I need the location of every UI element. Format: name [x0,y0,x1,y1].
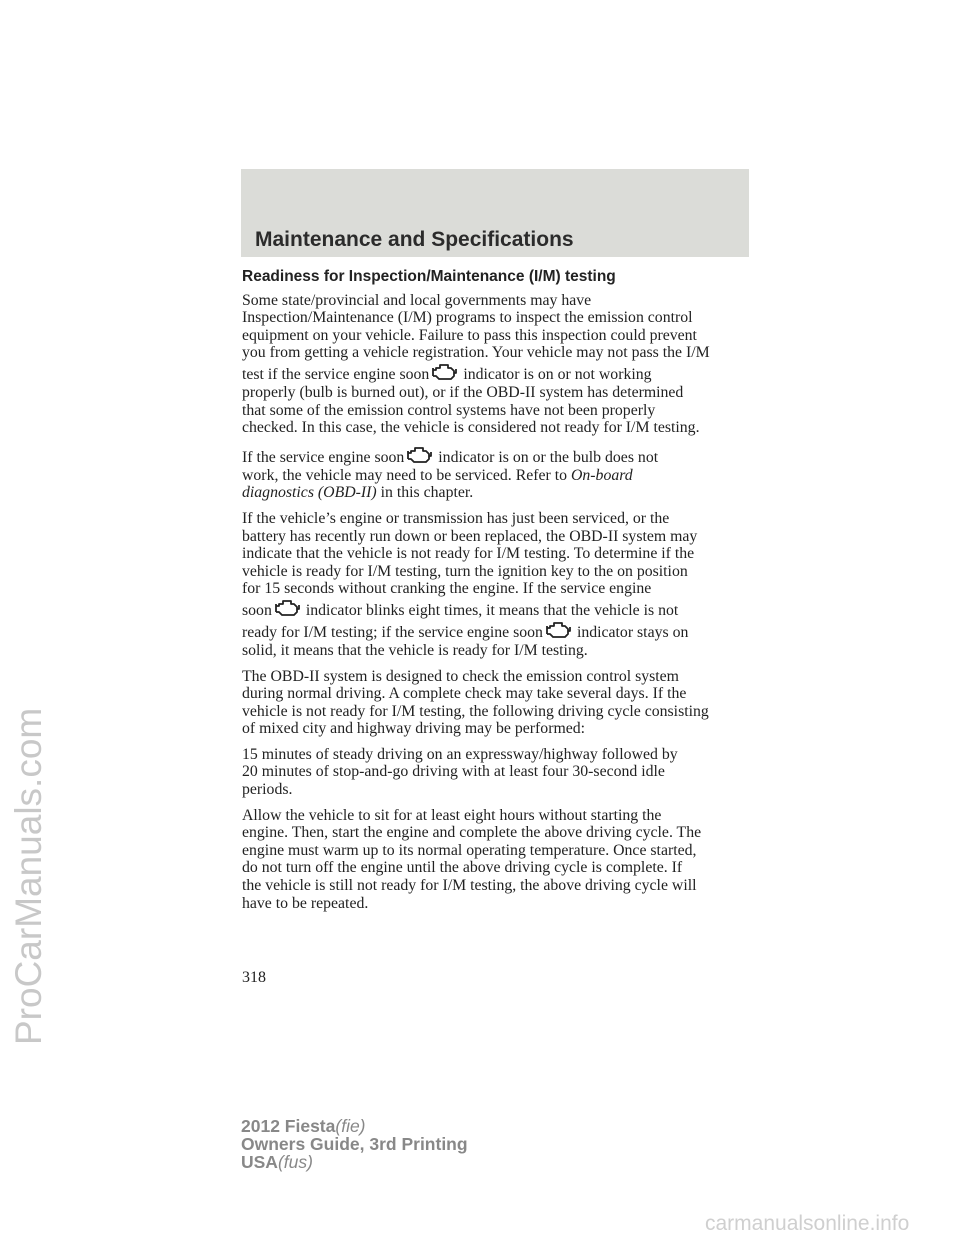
section-title: Maintenance and Specifications [255,228,574,251]
text-line: during normal driving. A complete check may take several days. If the [242,685,687,703]
text-line: vehicle is not ready for I/M testing, the following driving cycle consisting [242,702,709,720]
text-fragment: soon [242,601,272,619]
text-line [242,484,762,502]
paragraph-2 [242,445,762,502]
page-content [242,268,762,920]
text-line: do not turn off the engine until the above driving cycle is complete. If [242,859,683,877]
text-line: for 15 seconds without cranking the engine. If the service engine [242,580,652,598]
cross-reference-link[interactable]: On-board [570,466,633,484]
text-fragment: indicator is on or not working [463,365,652,383]
footer-market-code: (fus) [277,1152,313,1172]
footer-line [241,1153,468,1171]
text-line [242,445,762,467]
footer-guide: Owners Guide, 3rd Printing [241,1134,468,1154]
subsection-heading: Readiness for Inspection/Maintenance (I/M) testing [242,268,616,285]
footer-line [241,1117,468,1135]
text-line: engine. Then, start the engine and complete the above driving cycle. The [242,824,702,842]
cross-reference-link[interactable]: diagnostics (OBD-II) [242,484,377,502]
page-number: 318 [242,969,266,986]
check-engine-icon [406,445,432,465]
text-line [242,467,762,485]
text-line: properly (bulb is burned out), or if the OBD-II system has determined [242,383,684,401]
watermark-side: ProCarManuals.com [8,707,49,1045]
text-line: checked. In this case, the vehicle is considered not ready for I/M testing. [242,419,700,437]
text-line: Some state/provincial and local governments may have [242,291,592,309]
text-line: The OBD-II system is designed to check the emission control system [242,667,679,685]
text-line: that some of the emission control systems have not been properly [242,401,656,419]
text-line [242,362,762,384]
text-fragment: test if the service engine soon [242,365,430,383]
text-line: battery has recently run down or been replaced, the OBD-II system may [242,527,698,545]
paragraph-6 [242,807,762,913]
paragraph-4 [242,668,762,738]
text-line: 15 minutes of steady driving on an expressway/highway followed by [242,745,678,763]
text-line: of mixed city and highway driving may be performed: [242,720,586,738]
text-line: the vehicle is still not ready for I/M testing, the above driving cycle will [242,877,697,895]
footer-line [241,1135,468,1153]
text-fragment: ready for I/M testing; if the service engine soon [242,623,543,641]
text-fragment: indicator blinks eight times, it means that the vehicle is not [305,601,679,619]
text-fragment: If the service engine soon [242,448,405,466]
text-line: have to be repeated. [242,894,369,912]
text-line: solid, it means that the vehicle is ready for I/M testing. [242,641,588,659]
check-engine-icon [274,598,300,618]
text-line: you from getting a vehicle registration. Your vehicle may not pass the I/M [242,344,710,362]
text-fragment: indicator stays on [576,623,689,641]
text-line: indicate that the vehicle is not ready for I/M testing. To determine if the [242,545,695,563]
paragraph-3 [242,510,762,660]
text-line: Inspection/Maintenance (I/M) programs to inspect the emission control [242,309,693,327]
text-fragment: work, the vehicle may need to be serviced. Refer to [242,466,568,484]
document-footer [241,1117,468,1171]
text-fragment: indicator is on or the bulb does not [438,448,659,466]
footer-model: 2012 Fiesta [241,1116,336,1136]
paragraph-1 [242,292,762,437]
text-fragment: in this chapter. [380,484,474,502]
text-line: Allow the vehicle to sit for at least eight hours without starting the [242,806,662,824]
check-engine-icon [545,620,571,640]
watermark-bottom: carmanualsonline.info [705,1212,910,1235]
check-engine-icon [431,362,457,382]
text-line: periods. [242,781,293,799]
text-line [242,598,762,620]
footer-model-code: (fie) [335,1116,366,1136]
text-line: engine must warm up to its normal operating temperature. Once started, [242,841,697,859]
paragraph-5 [242,746,762,799]
text-line: If the vehicle’s engine or transmission has just been serviced, or the [242,509,670,527]
footer-market: USA [241,1152,278,1172]
text-line: 20 minutes of stop-and-go driving with at least four 30-second idle [242,763,665,781]
text-line: vehicle is ready for I/M testing, turn the ignition key to the on position [242,562,688,580]
text-line: equipment on your vehicle. Failure to pass this inspection could prevent [242,326,697,344]
text-line [242,620,762,642]
